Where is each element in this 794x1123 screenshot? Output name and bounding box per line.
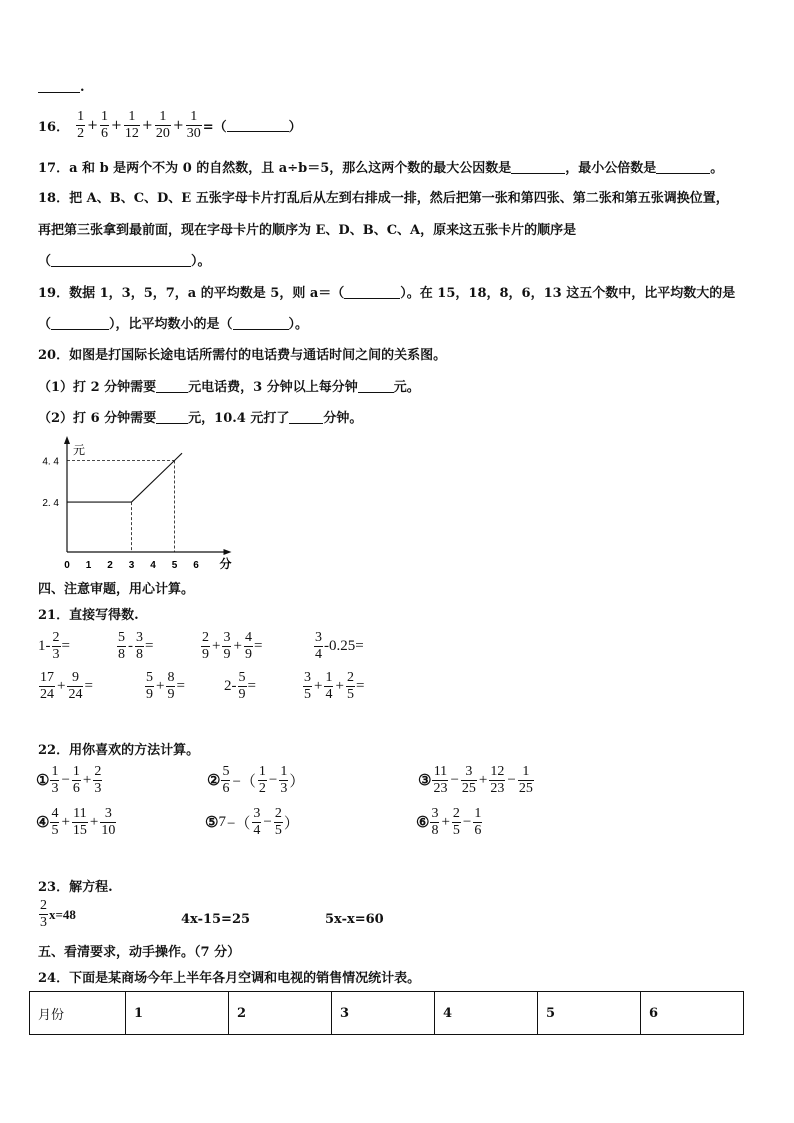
calc-21-1: 1- $\frac{2}{3}$ = bbox=[38, 630, 70, 662]
answer-blank[interactable] bbox=[156, 380, 188, 393]
question-18-line2: 再把第三张拿到最前面，现在字母卡片的顺序为 E、D、B、C、A，原来这五张卡片的顺序是 bbox=[38, 223, 577, 238]
calc-22-1: ① $\frac{1}{3}$ − $\frac{1}{6}$ + $\frac{2}{3}$ bbox=[36, 764, 102, 796]
calc-21-2: $\frac{5}{8}$ - $\frac{3}{8}$ = bbox=[118, 630, 154, 662]
section-4-heading: 四、注意审题，用心计算。 bbox=[38, 582, 195, 597]
answer-blank[interactable] bbox=[227, 119, 289, 132]
answer-blank[interactable] bbox=[289, 411, 323, 424]
x-axis-label: 分 bbox=[219, 557, 232, 571]
answer-blank[interactable] bbox=[358, 380, 394, 393]
table-header-row bbox=[30, 992, 744, 1035]
x-tick-label: 1 bbox=[85, 560, 92, 571]
phone-fee-chart bbox=[30, 434, 240, 574]
fraction: $\frac{1}{2}$ bbox=[77, 109, 85, 141]
sales-table bbox=[29, 991, 744, 1035]
smaller-blank[interactable] bbox=[233, 317, 289, 330]
section-5-heading: 五、看清要求，动手操作。（7 分） bbox=[38, 945, 241, 960]
gcd-blank[interactable] bbox=[511, 161, 565, 174]
x-tick-label: 0 bbox=[64, 560, 70, 571]
fraction: $\frac{1}{12}$ bbox=[124, 109, 139, 141]
calc-22-4: ④ $\frac{4}{5}$ + $\frac{11}{15}$ + $\frac{3}{10}$ bbox=[36, 806, 116, 838]
data-segment bbox=[132, 460, 175, 502]
question-17: 17．a 和 b 是两个不为 0 的自然数，且 a÷b＝5，那么这两个数的最大公因数是 ，最小公倍数是 。 bbox=[38, 161, 724, 176]
question-19-line1: 19．数据 1，3，5，7，a 的平均数是 5，则 a＝（ ）。在 15，18，8，6，13 这五个数中，比平均数大的是 bbox=[38, 286, 736, 301]
equation-2: 4x-15=25 bbox=[181, 912, 251, 927]
calc-22-3: ③ $\frac{11}{23}$ − $\frac{3}{25}$ + $\frac{12}{23}$ − $\frac{1}{25}$ bbox=[418, 764, 533, 796]
y-axis-arrow bbox=[64, 436, 70, 444]
calc-21-5: $\frac{17}{24}$ + $\frac{9}{24}$ = bbox=[40, 670, 93, 702]
data-segment bbox=[175, 453, 183, 460]
table-cell: 2 bbox=[229, 992, 332, 1035]
y-tick-label: 2. 4 bbox=[42, 498, 59, 510]
table-cell: 3 bbox=[332, 992, 435, 1035]
table-cell: 6 bbox=[641, 992, 744, 1035]
question-18-line1: 18．把 A、B、C、D、E 五张字母卡片打乱后从左到右排成一排，然后把第一张和第四张、第二张和第五张调换位置， bbox=[38, 191, 729, 206]
fraction: $\frac{1}{6}$ bbox=[101, 109, 108, 141]
greater-blank[interactable] bbox=[51, 317, 109, 330]
calc-21-3: $\frac{2}{9}$ + $\frac{3}{9}$ + $\frac{4}{9}$ = bbox=[202, 630, 263, 662]
x-tick-label: 2 bbox=[107, 560, 113, 571]
question-18-answer: （ ）。 bbox=[38, 254, 211, 269]
y-tick-label: 4. 4 bbox=[42, 456, 59, 468]
question-22-title: 22．用你喜欢的方法计算。 bbox=[38, 743, 200, 758]
table-cell: 月份 bbox=[30, 992, 126, 1035]
calc-22-2: ② $\frac{5}{6}$ −（ $\frac{1}{2}$ − $\frac{1}{3}$ ） bbox=[207, 764, 305, 796]
a-value-blank[interactable] bbox=[344, 286, 400, 299]
table-cell: 4 bbox=[435, 992, 538, 1035]
x-tick-label: 5 bbox=[171, 560, 178, 571]
calc-21-6: $\frac{5}{9}$ + $\frac{8}{9}$ = bbox=[146, 670, 185, 702]
question-16: 16． $\frac{1}{2}$ + $\frac{1}{6}$ + $\frac{1}{12}$ + $\frac{1}{20}$ + $\frac{1}{30}$ =（ ） bbox=[38, 109, 302, 141]
answer-blank[interactable] bbox=[51, 254, 191, 267]
x-tick-label: 3 bbox=[128, 560, 135, 571]
fraction: $\frac{1}{20}$ bbox=[155, 109, 170, 141]
calc-21-8: $\frac{3}{5}$ + $\frac{1}{4}$ + $\frac{2}{5}$ = bbox=[304, 670, 365, 702]
x-axis-arrow bbox=[224, 549, 232, 555]
question-20-part2: （2）打 6 分钟需要 元，10.4 元打了 分钟。 bbox=[38, 411, 363, 426]
table-cell: 5 bbox=[538, 992, 641, 1035]
previous-answer-line: . bbox=[38, 80, 85, 95]
fraction-sum: $\frac{1}{2}$ + $\frac{1}{6}$ + $\frac{1}{12}$ + $\frac{1}{20}$ + $\frac{1}{30}$ bbox=[77, 109, 201, 141]
equation-3: 5x-x=60 bbox=[325, 912, 384, 927]
question-19-line2: （ ），比平均数小的是（ ）。 bbox=[38, 317, 309, 332]
lcm-blank[interactable] bbox=[656, 161, 710, 174]
equation-1: $\frac{2}{3}$ x=48 bbox=[40, 898, 76, 930]
question-24-title: 24．下面是某商场今年上半年各月空调和电视的销售情况统计表。 bbox=[38, 971, 421, 986]
calc-22-6: ⑥ $\frac{3}{8}$ + $\frac{2}{5}$ − $\frac{1}{6}$ bbox=[416, 806, 482, 838]
calc-22-5: ⑤ 7 −（ $\frac{3}{4}$ − $\frac{2}{5}$ ） bbox=[205, 806, 299, 838]
x-tick-label: 6 bbox=[193, 560, 199, 571]
x-tick-label: 4 bbox=[150, 560, 156, 571]
calc-21-7: 2- $\frac{5}{9}$ = bbox=[224, 670, 256, 702]
question-23-title: 23．解方程. bbox=[38, 880, 113, 895]
question-20-part1: （1）打 2 分钟需要 元电话费，3 分钟以上每分钟 元。 bbox=[38, 380, 420, 395]
y-axis-label: 元 bbox=[73, 443, 86, 457]
calc-21-4: $\frac{3}{4}$ -0.25= bbox=[315, 630, 364, 662]
answer-blank[interactable] bbox=[156, 411, 188, 424]
question-21-title: 21．直接写得数. bbox=[38, 608, 139, 623]
table-cell: 1 bbox=[126, 992, 229, 1035]
fraction: $\frac{1}{30}$ bbox=[186, 109, 201, 141]
answer-blank bbox=[38, 80, 80, 93]
question-20-title: 20．如图是打国际长途电话所需付的电话费与通话时间之间的关系图。 bbox=[38, 348, 447, 363]
